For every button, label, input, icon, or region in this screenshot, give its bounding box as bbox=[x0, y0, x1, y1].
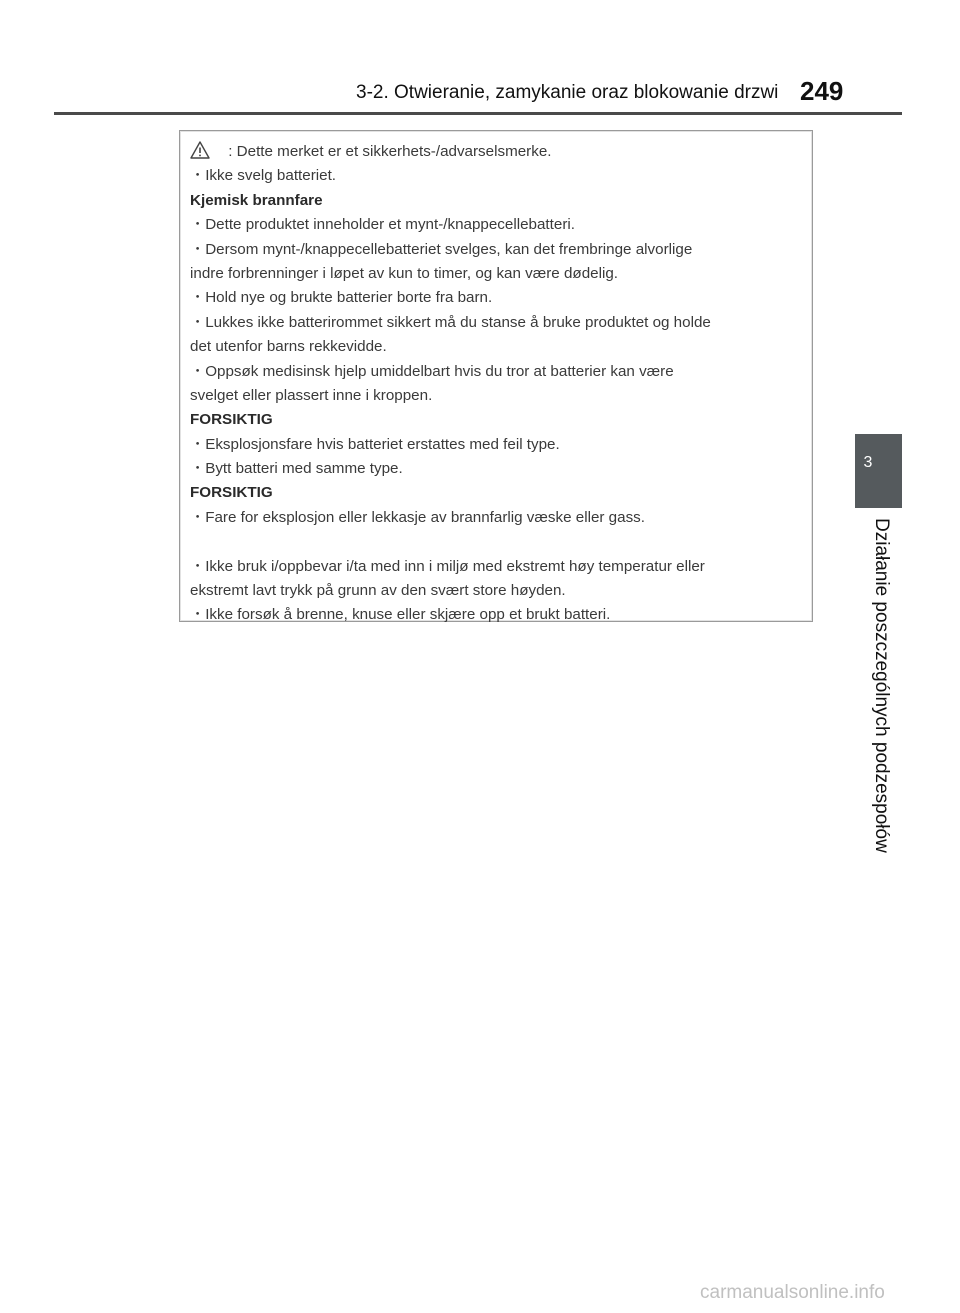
chapter-number: 3 bbox=[863, 454, 873, 471]
notice-line bbox=[190, 311, 804, 335]
watermark: carmanualsonline.info bbox=[700, 1282, 885, 1303]
notice-line-text: svelget eller plassert inne i kroppen. bbox=[190, 386, 433, 404]
notice-line bbox=[190, 530, 804, 554]
notice-line-text: : Dette merket er et sikkerhets-/advarselsmerke. bbox=[224, 143, 552, 160]
header-rule bbox=[54, 112, 902, 115]
notice-line-text: ekstremt lavt trykk på grunn av den svært store høyden. bbox=[190, 582, 566, 600]
notice-line bbox=[190, 335, 804, 359]
notice-line bbox=[190, 579, 804, 603]
notice-line-text: ・Ikke bruk i/oppbevar i/ta med inn i miljø med ekstremt høy temperatur eller bbox=[190, 557, 705, 575]
notice-line bbox=[190, 262, 804, 286]
notice-line-text: ・Oppsøk medisinsk hjelp umiddelbart hvis du tror at batterier kan være bbox=[190, 362, 674, 380]
notice-line-text: ・Eksplosjonsfare hvis batteriet erstattes med feil type. bbox=[190, 435, 560, 453]
notice-line bbox=[190, 164, 804, 188]
notice-line-text: ・Dersom mynt-/knappecellebatteriet svelges, kan det frembringe alvorlige bbox=[190, 240, 693, 258]
notice-line bbox=[190, 140, 804, 164]
notice-line-text: Kjemisk brannfare bbox=[190, 191, 323, 209]
notice-line-text: ・Dette produktet inneholder et mynt-/knappecellebatteri. bbox=[190, 216, 575, 234]
notice-line-text: ・Ikke forsøk å brenne, knuse eller skjære opp et brukt batteri. bbox=[190, 606, 611, 624]
page-header-title: 3-2. Otwieranie, zamykanie oraz blokowanie drzwi bbox=[356, 82, 779, 103]
notice-line-text: ・Bytt batteri med samme type. bbox=[190, 460, 403, 478]
notice-line-text: FORSIKTIG bbox=[190, 411, 273, 429]
notice-line bbox=[190, 384, 804, 408]
notice-line bbox=[190, 457, 804, 481]
notice-line bbox=[190, 555, 804, 579]
notice-line bbox=[190, 433, 804, 457]
battery-warning-box bbox=[179, 130, 813, 622]
notice-line bbox=[190, 603, 804, 627]
notice-line-text: FORSIKTIG bbox=[190, 484, 273, 502]
chapter-side-label: Działanie poszczególnych podzespołów bbox=[871, 518, 892, 853]
notice-heading bbox=[190, 408, 804, 432]
notice-line bbox=[190, 506, 804, 530]
chapter-tab bbox=[855, 434, 902, 508]
notice-line-text: indre forbrenninger i løpet av kun to timer, og kan være dødelig. bbox=[190, 264, 619, 282]
notice-line-text: ・Lukkes ikke batterirommet sikkert må du stanse å bruke produktet og holde bbox=[190, 313, 711, 331]
notice-line-text: ・Hold nye og brukte batterier borte fra barn. bbox=[190, 289, 493, 307]
notice-heading bbox=[190, 481, 804, 505]
notice-line-text: det utenfor barns rekkevidde. bbox=[190, 338, 387, 356]
notice-line bbox=[190, 360, 804, 384]
notice-line-text: ・Ikke svelg batteriet. bbox=[190, 167, 337, 185]
notice-line bbox=[190, 238, 804, 262]
notice-line bbox=[190, 286, 804, 310]
page-number: 249 bbox=[800, 76, 844, 106]
notice-line bbox=[190, 213, 804, 237]
notice-lines bbox=[190, 140, 804, 628]
notice-heading bbox=[190, 189, 804, 213]
notice-line-text: ・Fare for eksplosjon eller lekkasje av brannfarlig væske eller gass. bbox=[190, 508, 645, 526]
